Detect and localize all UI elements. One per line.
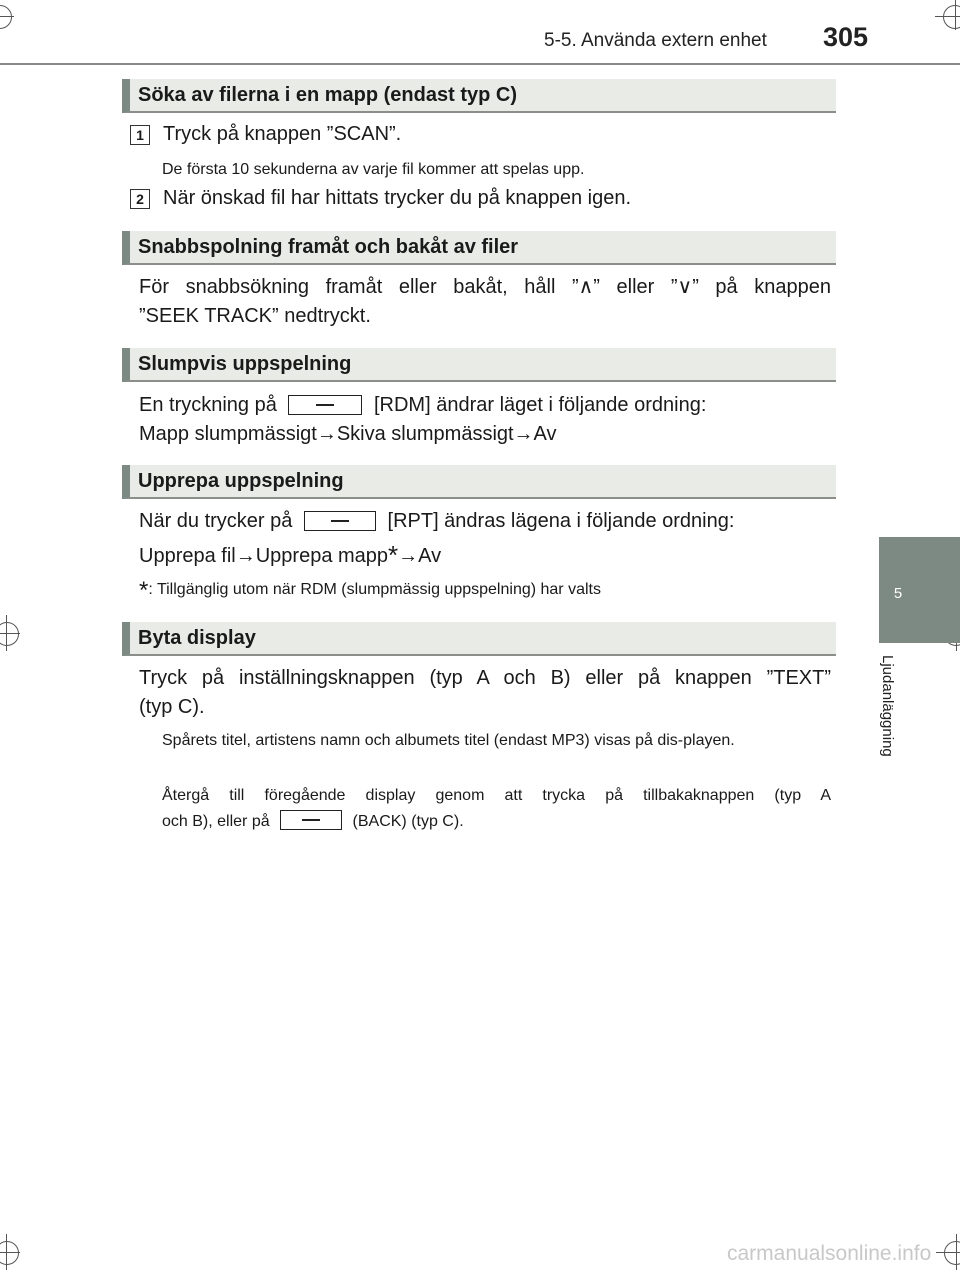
- repeat-line-1: [139, 507, 831, 536]
- back-button-key: [280, 810, 342, 830]
- step-1-text: Tryck på knappen ”SCAN”.: [163, 123, 402, 145]
- chapter-label-text: Ljudanläggning: [879, 655, 896, 757]
- header-section-title: 5-5. Använda extern enhet: [544, 30, 767, 51]
- chapter-number: 5: [893, 585, 903, 602]
- rdm-button-key: [288, 395, 362, 415]
- step-1-note: De första 10 sekunderna av varje fil kommer att spelas upp.: [162, 161, 585, 178]
- seek-paragraph: [139, 273, 831, 331]
- section-heading-change-display: [122, 622, 836, 656]
- section-heading-text: Snabbspolning framåt och bakåt av filer: [138, 236, 519, 258]
- section-heading-fast-seek: [122, 231, 836, 265]
- section-heading-random: [122, 348, 836, 382]
- display-note-2-line-1: Återgå till föregående display genom att trycka på tillbakaknappen (typ A: [162, 787, 831, 804]
- footnote-star: *: [388, 540, 399, 570]
- repeat-sequence: [139, 541, 831, 571]
- section-heading-text: Söka av filerna i en mapp (endast typ C): [138, 84, 517, 106]
- section-heading-text: Byta display: [138, 627, 256, 649]
- random-sequence: Mapp slumpmässigt→Skiva slumpmässigt→Av: [139, 423, 557, 445]
- display-note-2-after-key: (BACK) (typ C).: [352, 813, 464, 830]
- section-heading-repeat: [122, 465, 836, 499]
- random-text-after-key: [RDM] ändrar läget i följande ordning:: [373, 394, 707, 416]
- display-line-2: (typ C).: [139, 696, 205, 718]
- display-note-2: [162, 784, 831, 834]
- section-heading-text: Upprepa uppspelning: [138, 470, 344, 492]
- rpt-button-key: [304, 511, 376, 531]
- repeat-footnote: [139, 577, 601, 605]
- chapter-label: [879, 655, 908, 790]
- seek-line-2: ”SEEK TRACK” nedtryckt.: [139, 305, 371, 327]
- random-line-1: [139, 391, 831, 420]
- header-rule: [0, 63, 960, 65]
- section-heading-text: Slumpvis uppspelning: [138, 353, 352, 375]
- step-2-text: När önskad fil har hittats trycker du på knappen igen.: [163, 187, 632, 209]
- section-heading-scan-folder: [122, 79, 836, 113]
- random-text-before-key: En tryckning på: [139, 394, 277, 416]
- footnote-text: : Tillgänglig utom när RDM (slumpmässig uppspelning) har valts: [148, 581, 601, 598]
- repeat-seq-b: →Av: [398, 545, 442, 567]
- step-number-2: 2: [130, 189, 150, 209]
- step-number-1: 1: [130, 125, 150, 145]
- display-note-2-before-key: och B), eller på: [162, 813, 270, 830]
- repeat-text-after-key: [RPT] ändras lägena i följande ordning:: [387, 510, 735, 532]
- display-line-1: Tryck på inställningsknappen (typ A och B) eller på knappen ”TEXT”: [139, 667, 831, 689]
- seek-line-1: För snabbsökning framåt eller bakåt, håll ”∧” eller ”∨” på knappen: [139, 276, 831, 298]
- watermark: carmanualsonline.info: [727, 1242, 932, 1265]
- repeat-text-before-key: När du trycker på: [139, 510, 293, 532]
- repeat-seq-a: Upprepa fil→Upprepa mapp: [139, 545, 389, 567]
- page-number: 305: [823, 22, 869, 52]
- display-paragraph: [139, 664, 831, 722]
- footnote-star-mark: *: [139, 577, 149, 604]
- display-note-1: Spårets titel, artistens namn och albumets titel (endast MP3) visas på dis-playen.: [162, 732, 735, 749]
